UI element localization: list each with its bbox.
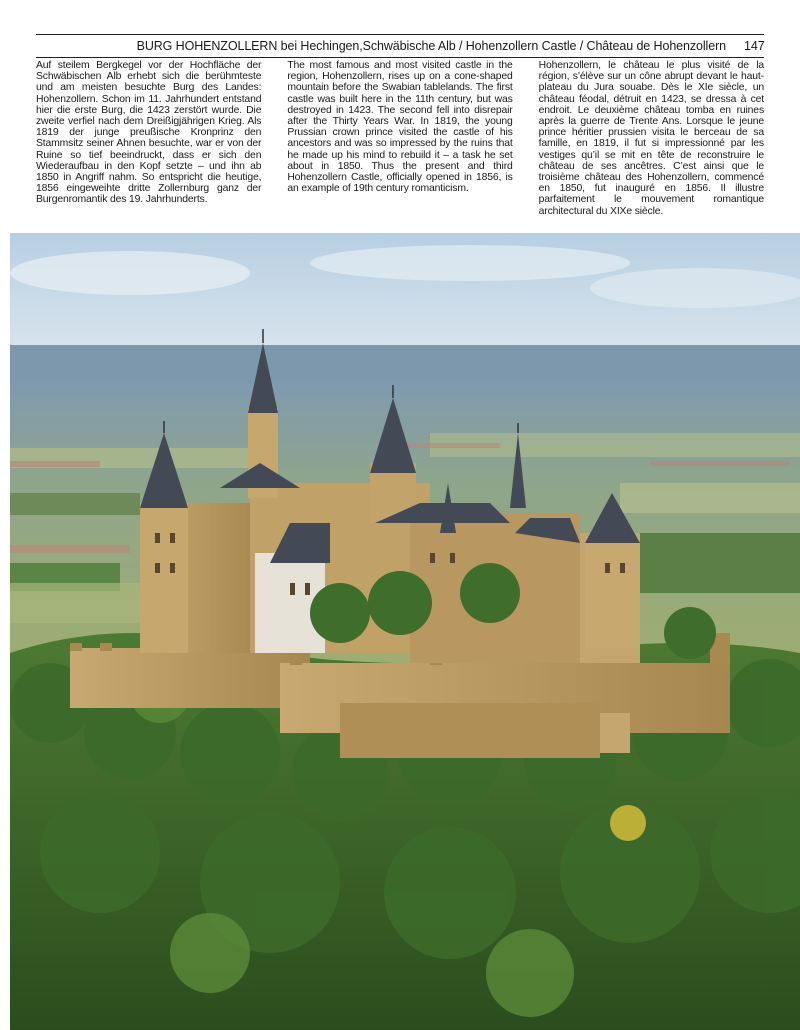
- castle-photo: [10, 233, 800, 1030]
- distant-hills: [10, 345, 800, 385]
- header-title: BURG HOHENZOLLERN bei Hechingen,Schwäbische Alb / Hohenzollern Castle / Château de Hohenzollern: [136, 39, 726, 53]
- column-german: [36, 60, 261, 217]
- text-columns: [36, 60, 764, 217]
- running-header: [36, 34, 764, 58]
- french-paragraph: Hohenzollern, le château le plus visité de la région, s’élève sur un cône abrupt devant le haut-plateau du Jura souabe. Dès le XIe siècle, un château féodal, détruit en 1423, se dressa à cet endroit. Le deuxième château tomba en ruines après la guerre de Trente Ans. Lorsque le jeune prince héritier prussien visita le berceau de sa famille, en 1819, il fut si impressionné par les vestiges qu’il se mit en tête de reconstruire le château de ses ancêtres. C’est ainsi que le troisième château des Hohenzollern, commencé en 1850, fut inauguré en 1856. Il illustre parfaitement le mouvement romantique architectural du XIXe siècle.: [538, 60, 764, 217]
- castle-illustration: [10, 233, 800, 1030]
- column-english: [287, 60, 512, 217]
- german-paragraph: Auf steilem Bergkegel vor der Hochfläche der Schwäbischen Alb erhebt sich die berühmteste und am meisten besuchte Burg des Landes: Hohenzollern. Schon im 11. Jahrhundert entstand hier die erste Burg, die 1423 zerstört wurde. Die zweite verfiel nach dem Dreißigjährigen Krieg. Als 1819 der junge preußische Kronprinz den Stammsitz seiner Ahnen besuchte, war er von der Ruine so tief beeindruckt, dass er sich den Wiederaufbau in den Kopf setzte – und ihn ab 1850 in Angriff nahm. So entspricht die heutige, 1856 eingeweihte dritte Zollernburg ganz der Burgenromantik des 19. Jahrhunderts.: [36, 60, 262, 206]
- column-french: [539, 60, 764, 217]
- page-number: 147: [744, 39, 765, 53]
- english-paragraph: The most famous and most visited castle in the region, Hohenzollern, rises up on a cone-shaped mountain before the Swabian tablelands. The first castle was built here in the 11th century, but was destroyed in 1423. The second fell into disrepair after the Thirty Years War. In 1819, the young Prussian crown prince visited the castle of his ancestors and was so impressed by the ruins that he made up his mind to rebuild it – a task he set about in 1850. Thus the present and third Hohenzollern Castle, officially opened in 1856, is an example of 19th century romanticism.: [287, 60, 513, 195]
